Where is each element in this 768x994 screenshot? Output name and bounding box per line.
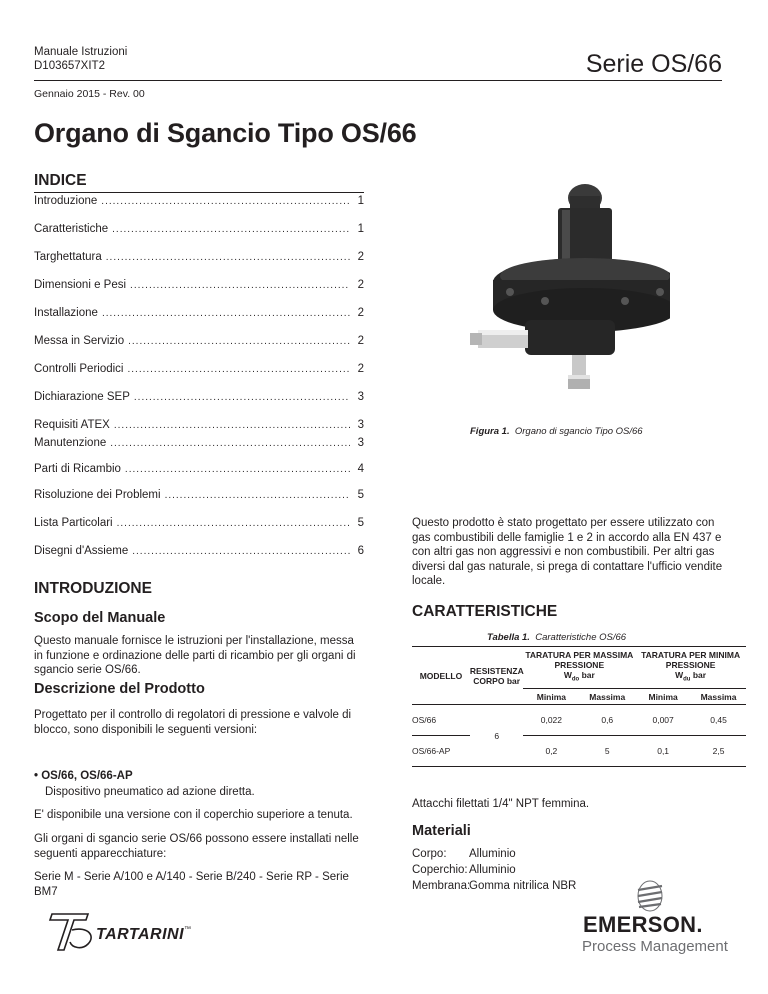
toc-item-page: 5 xyxy=(357,517,364,529)
toc-item-page: 5 xyxy=(357,489,364,501)
toc-item[interactable] xyxy=(34,489,364,501)
emerson-logo-text: EMERSON. xyxy=(583,912,703,937)
toc-item-page: 2 xyxy=(357,363,364,375)
tartarini-logo-text: TARTARINI™ xyxy=(96,926,192,943)
toc-item-page: 2 xyxy=(357,251,364,263)
toc-item[interactable] xyxy=(34,335,364,347)
col-header-model: MODELLO xyxy=(412,647,470,705)
col-header-min: TARATURA PER MINIMA PRESSIONE $W_{du}$ bar xyxy=(641,650,741,683)
table-label: Tabella 1. xyxy=(487,632,530,643)
toc-leader-dots xyxy=(127,363,350,375)
toc-item-page: 2 xyxy=(357,307,364,319)
toc-divider xyxy=(34,192,364,193)
toc-item[interactable] xyxy=(34,307,364,319)
toc-item-label: Lista Particolari xyxy=(34,517,113,529)
toc-item[interactable] xyxy=(34,463,364,475)
toc-item-page: 2 xyxy=(357,335,364,347)
introduzione-heading: INTRODUZIONE xyxy=(34,580,152,597)
caratteristiche-heading: CARATTERISTICHE xyxy=(412,603,558,620)
toc-item[interactable] xyxy=(34,545,364,557)
bullet-text: Dispositivo pneumatico ad azione diretta. xyxy=(45,786,255,798)
toc-item[interactable] xyxy=(34,391,364,403)
figure-caption-text: Organo di sgancio Tipo OS/66 xyxy=(514,426,643,437)
toc-item-page: 4 xyxy=(357,463,364,475)
toc-leader-dots xyxy=(112,223,350,235)
spec-table xyxy=(412,646,746,767)
sub-header-min-minima: Minima xyxy=(635,689,691,705)
toc-item-label: Disegni d'Assieme xyxy=(34,545,129,557)
sub-header-max-minima: Minima xyxy=(523,689,579,705)
scope-text: Questo manuale fornisce le istruzioni per l'installazione, messa in funzione e ordinazione delle parti di ricambio per gli organi di sgancio serie OS/66. xyxy=(34,635,356,676)
install-text: Gli organi di sgancio serie OS/66 possono essere installati nelle seguenti apparecchiature: xyxy=(34,833,359,860)
manual-type: Manuale Istruzioni xyxy=(34,46,128,58)
emerson-globe-icon xyxy=(636,880,664,912)
page-title: Organo di Sgancio Tipo OS/66 xyxy=(34,118,417,148)
toc-leader-dots xyxy=(128,335,350,347)
toc-leader-dots xyxy=(132,545,350,557)
toc-item-label: Introduzione xyxy=(34,195,98,207)
series-list-text: Serie M - Serie A/100 e A/140 - Serie B/240 - Serie RP - Serie BM7 xyxy=(34,871,349,898)
toc-item-page: 3 xyxy=(357,391,364,403)
toc-item-page: 2 xyxy=(357,279,364,291)
series-title: Serie OS/66 xyxy=(585,50,722,78)
toc-item[interactable] xyxy=(34,279,364,291)
version-text: E' disponibile una versione con il coperchio superiore a tenuta. xyxy=(34,809,353,821)
toc-heading: INDICE xyxy=(34,172,87,189)
sub-header-max-massima: Massima xyxy=(579,689,635,705)
toc-item-label: Requisiti ATEX xyxy=(34,419,110,431)
col-header-max: TARATURA PER MASSIMA PRESSIONE $W_{do}$ bar xyxy=(525,650,634,683)
toc-leader-dots xyxy=(110,437,350,449)
toc-item-page: 3 xyxy=(357,419,364,431)
toc-item-label: Risoluzione dei Problemi xyxy=(34,489,161,501)
gas-usage-note: Questo prodotto è stato progettato per essere utilizzato con gas combustibili delle famiglie 1 e 2 in accordo alla EN 437 e con altri gas non aggressivi e non combustibili. Per altri gas diversi dal gas naturale, si prega di contattare l'ufficio vendite locale. xyxy=(412,517,723,587)
toc-item-label: Parti di Ricambio xyxy=(34,463,121,475)
toc-item-page: 1 xyxy=(357,195,364,207)
list-item: Membrana:Gomma nitrilica NBR xyxy=(412,880,577,892)
toc-item-label: Dimensioni e Pesi xyxy=(34,279,127,291)
device-photo xyxy=(470,180,670,395)
toc-item[interactable] xyxy=(34,419,364,431)
table-row: OS/66 6 0,022 0,6 0,007 0,45 xyxy=(412,705,746,736)
toc-item[interactable] xyxy=(34,223,364,235)
description-text: Progettato per il controllo di regolatori di pressione e valvole di blocco, sono disponibili le seguenti versioni: xyxy=(34,709,352,736)
toc-item-page: 1 xyxy=(357,223,364,235)
toc-leader-dots xyxy=(125,463,350,475)
toc-leader-dots xyxy=(165,489,350,501)
toc-leader-dots xyxy=(106,251,350,263)
list-item: Coperchio:Alluminio xyxy=(412,864,516,876)
materiali-heading: Materiali xyxy=(412,823,471,839)
sub-header-min-massima: Massima xyxy=(691,689,746,705)
list-item: Corpo: Alluminio xyxy=(412,848,516,860)
toc-leader-dots xyxy=(114,419,350,431)
toc-item-page: 6 xyxy=(357,545,364,557)
connections-text: Attacchi filettati 1/4" NPT femmina. xyxy=(412,798,590,810)
revision-date: Gennaio 2015 - Rev. 00 xyxy=(34,88,145,100)
table-caption-text: Caratteristiche OS/66 xyxy=(535,632,627,643)
toc-item-page: 3 xyxy=(357,437,364,449)
description-heading: Descrizione del Prodotto xyxy=(34,681,205,697)
col-header-body: RESISTENZA CORPO bar xyxy=(470,647,524,705)
figure-caption xyxy=(470,426,643,437)
toc-leader-dots xyxy=(102,307,350,319)
process-management-text: Process Management xyxy=(582,938,728,955)
toc-item[interactable] xyxy=(34,251,364,263)
document-number: D103657XIT2 xyxy=(34,60,105,72)
table-caption xyxy=(487,632,626,643)
tartarini-logo-mark xyxy=(48,908,98,954)
toc-leader-dots xyxy=(101,195,350,207)
toc-item-label: Dichiarazione SEP xyxy=(34,391,130,403)
materials-list xyxy=(412,847,576,895)
toc-item[interactable] xyxy=(34,195,364,207)
toc-leader-dots xyxy=(130,279,350,291)
toc-item[interactable] xyxy=(34,517,364,529)
header-divider xyxy=(34,80,722,81)
toc-item-label: Controlli Periodici xyxy=(34,363,124,375)
toc-item[interactable] xyxy=(34,437,364,449)
toc-item-label: Messa in Servizio xyxy=(34,335,125,347)
toc-leader-dots xyxy=(117,517,350,529)
toc-leader-dots xyxy=(134,391,350,403)
toc-item-label: Installazione xyxy=(34,307,98,319)
scope-heading: Scopo del Manuale xyxy=(34,610,166,626)
bullet-title: • OS/66, OS/66-AP xyxy=(34,770,133,782)
toc-item-label: Caratteristiche xyxy=(34,223,109,235)
toc-item-label: Manutenzione xyxy=(34,437,107,449)
table-row: OS/66-AP 0,2 5 0,1 2,5 xyxy=(412,736,746,767)
toc-item-label: Targhettatura xyxy=(34,251,102,263)
document-code xyxy=(34,45,127,73)
figure-label: Figura 1. xyxy=(470,426,510,437)
body-pressure-cell: 6 xyxy=(470,705,524,767)
toc-item[interactable] xyxy=(34,363,364,375)
